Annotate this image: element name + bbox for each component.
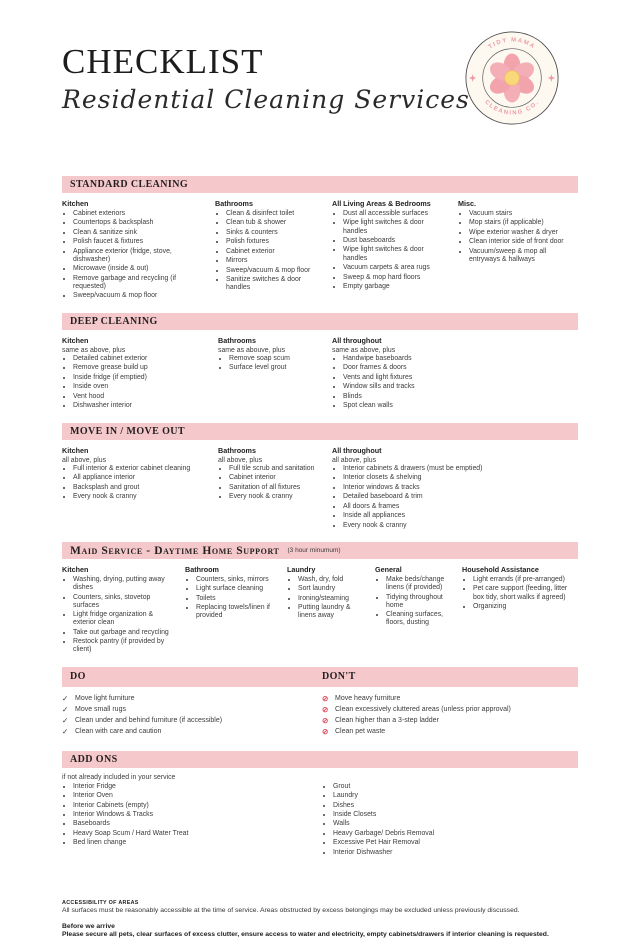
column-heading: Household Assistance bbox=[462, 565, 539, 574]
checklist-item: • Sweep/vacuum & mop floor bbox=[226, 267, 322, 275]
checklist-item: • Counters, sinks, stovetop surfaces bbox=[73, 594, 175, 610]
checklist-item: • Washing, drying, putting away dishes bbox=[73, 576, 175, 592]
checklist-item: • Inside oven bbox=[73, 383, 208, 391]
prohibited-icon: ⊘ bbox=[322, 726, 329, 736]
before-arrive-text: Please secure all pets, clear surfaces of excess clutter, ensure access to water and electricity, empty cabinets/drawers if interior cleaning is requested. bbox=[62, 931, 549, 938]
column-heading: All throughout bbox=[332, 445, 382, 455]
dont-item bbox=[322, 717, 578, 725]
checklist-item: • Backsplash and grout bbox=[73, 484, 208, 492]
logo-arc-top-text: TIDY MAMA bbox=[487, 37, 537, 51]
column-heading: Kitchen bbox=[62, 335, 89, 345]
checklist-item: • Putting laundry & linens away bbox=[298, 604, 365, 620]
section-standard-cleaning bbox=[62, 176, 578, 302]
checklist-item: • Mop stairs (if applicable) bbox=[469, 219, 568, 227]
prohibited-icon: ⊘ bbox=[322, 704, 329, 714]
checklist-item: • Spot clean walls bbox=[343, 402, 568, 410]
checklist-item: • Blinds bbox=[343, 393, 568, 401]
checklist-item: • Microwave (inside & out) bbox=[73, 265, 205, 273]
column-household-assistance bbox=[462, 565, 578, 656]
brand-logo bbox=[464, 30, 560, 126]
checklist bbox=[332, 210, 448, 291]
addon-item: • Heavy Garbage/ Debris Removal bbox=[333, 830, 578, 838]
checklist-item: • Ironing/steaming bbox=[298, 595, 365, 603]
check-icon: ✓ bbox=[62, 693, 69, 703]
checklist-item: • Clean tub & shower bbox=[226, 219, 322, 227]
checklist-item: • Tidying throughout home bbox=[386, 594, 452, 610]
addon-item: • Inside Closets bbox=[333, 811, 578, 819]
checklist-item: • Toilets bbox=[196, 595, 277, 603]
section-header-standard bbox=[62, 176, 578, 193]
column-kitchen bbox=[62, 199, 215, 302]
checklist-item: • Sinks & counters bbox=[226, 229, 322, 237]
page-subtitle: Residential Cleaning Services bbox=[62, 85, 470, 114]
checklist-item: • Full tile scrub and sanitation bbox=[229, 465, 322, 473]
column-kitchen bbox=[62, 565, 185, 656]
checklist-item: • Interior closets & shelving bbox=[343, 474, 568, 482]
item-text: Clean excessively cluttered areas (unless prior approval) bbox=[335, 705, 511, 713]
checklist-item: • Pet care support (feeding, litter box tidy, short walks if agreed) bbox=[473, 585, 568, 601]
checklist-item: • Vents and light fixtures bbox=[343, 374, 568, 382]
logo-arc-bottom-text: CLEANING CO. bbox=[483, 99, 541, 117]
move-columns bbox=[62, 446, 578, 531]
checklist-item: • All doors & frames bbox=[343, 503, 568, 511]
column-kitchen bbox=[62, 446, 218, 531]
page-title: CHECKLIST bbox=[62, 42, 264, 81]
section-maid-service bbox=[62, 542, 578, 656]
checklist-item: • Vent hood bbox=[73, 393, 208, 401]
section-deep-cleaning bbox=[62, 313, 578, 412]
item-text: Clean with care and caution bbox=[75, 727, 162, 735]
checklist-item: • Cabinet interior bbox=[229, 474, 322, 482]
item-text: Clean pet waste bbox=[335, 727, 386, 735]
section-header-addons bbox=[62, 751, 578, 768]
brand-logo-badge bbox=[464, 30, 560, 126]
checklist-item: • Inside all appliances bbox=[343, 512, 568, 520]
check-icon: ✓ bbox=[62, 726, 69, 736]
checklist-item: • Door frames & doors bbox=[343, 364, 568, 372]
checklist-item: • Window sills and tracks bbox=[343, 383, 568, 391]
checklist-item: • Dust all accessible surfaces bbox=[343, 210, 448, 218]
addon-item: • Bed linen change bbox=[73, 839, 322, 847]
checklist-item: • Sweep/vacuum & mop floor bbox=[73, 292, 205, 300]
item-text: Move light furniture bbox=[75, 694, 135, 702]
section-move-in-out bbox=[62, 423, 578, 531]
checklist-item: • Countertops & backsplash bbox=[73, 219, 205, 227]
column-all-throughout bbox=[332, 446, 578, 531]
column-heading: All Living Areas & Bedrooms bbox=[332, 199, 431, 208]
prohibited-icon: ⊘ bbox=[322, 715, 329, 725]
checklist-item: • Sanitize switches & door handles bbox=[226, 276, 322, 292]
addons-intro: if not already included in your service bbox=[62, 773, 176, 781]
checklist bbox=[332, 355, 568, 410]
addon-item: • Interior Dishwasher bbox=[333, 849, 578, 857]
checklist-item: • Surface level grout bbox=[229, 364, 322, 372]
checklist-item: • Every nook & cranny bbox=[229, 493, 322, 501]
checklist-item: • Cabinet exterior bbox=[226, 248, 322, 256]
column-living-areas bbox=[332, 199, 458, 302]
section-title: Maid Service - Daytime Home Support bbox=[70, 544, 280, 557]
column-bathrooms bbox=[218, 336, 332, 412]
column-heading: Kitchen bbox=[62, 445, 89, 455]
item-text: Clean under and behind furniture (if accessible) bbox=[75, 716, 223, 724]
column-heading: Kitchen bbox=[62, 565, 89, 574]
section-title-note: (3 hour minumum) bbox=[287, 547, 341, 554]
checklist-item: • Vacuum stairs bbox=[469, 210, 568, 218]
column-heading: Bathrooms bbox=[218, 335, 256, 345]
prohibited-icon: ⊘ bbox=[322, 693, 329, 703]
checklist bbox=[62, 355, 208, 410]
column-heading: Bathroom bbox=[185, 565, 219, 574]
checklist-item: • Interior cabinets & drawers (must be emptied) bbox=[343, 465, 568, 473]
do-item bbox=[62, 728, 322, 736]
check-icon: ✓ bbox=[62, 715, 69, 725]
dont-list bbox=[322, 695, 578, 739]
checklist bbox=[215, 210, 322, 292]
checklist-item: • Light fridge organization & exterior clean bbox=[73, 611, 175, 627]
checklist-item: • Handwipe baseboards bbox=[343, 355, 568, 363]
item-text: Move heavy furniture bbox=[335, 694, 401, 702]
checklist-item: • Vacuum/sweep & mop all entryways & hallways bbox=[469, 248, 568, 264]
checklist-item: • Wash, dry, fold bbox=[298, 576, 365, 584]
page-footer bbox=[62, 900, 578, 938]
checklist-item: • Counters, sinks, mirrors bbox=[196, 576, 277, 584]
section-title: STANDARD CLEANING bbox=[70, 179, 189, 190]
accessibility-text: All surfaces must be reasonably accessible at the time of service. Areas obstructed by excess belongings may be excluded unless previously discussed. bbox=[62, 907, 520, 915]
column-heading: General bbox=[375, 565, 402, 574]
checklist bbox=[287, 576, 365, 621]
checklist-item: • Full interior & exterior cabinet cleaning bbox=[73, 465, 208, 473]
do-list bbox=[62, 695, 322, 739]
section-title: DEEP CLEANING bbox=[70, 315, 158, 327]
column-bathroom bbox=[185, 565, 287, 656]
column-heading: Laundry bbox=[287, 565, 316, 574]
column-kitchen bbox=[62, 336, 218, 412]
checklist bbox=[218, 465, 322, 501]
do-item bbox=[62, 695, 322, 703]
accessibility-heading: ACCESSIBILITY OF AREAS bbox=[62, 900, 139, 907]
checklist bbox=[375, 576, 452, 627]
section-header-deep bbox=[62, 313, 578, 330]
section-do-dont bbox=[62, 667, 578, 739]
column-heading: Bathrooms bbox=[218, 445, 256, 455]
checklist-item: • Polish fixtures bbox=[226, 238, 322, 246]
dont-item bbox=[322, 695, 578, 703]
checklist bbox=[62, 210, 205, 301]
checklist-item: • Every nook & cranny bbox=[343, 522, 568, 530]
do-item bbox=[62, 717, 322, 725]
addon-item: • Interior Fridge bbox=[73, 783, 322, 791]
column-heading: All throughout bbox=[332, 335, 382, 345]
addon-item: • Laundry bbox=[333, 792, 578, 800]
checklist-item: • Inside fridge (if emptied) bbox=[73, 374, 208, 382]
checklist-item: • Remove garbage and recycling (if requested) bbox=[73, 275, 205, 291]
checklist-item: • Light surface cleaning bbox=[196, 585, 277, 593]
page-body bbox=[62, 176, 578, 858]
column-bathrooms bbox=[215, 199, 332, 302]
checklist-item: • Clean & disinfect toilet bbox=[226, 210, 322, 218]
do-title: DO bbox=[70, 671, 86, 683]
checklist-item: • Take out garbage and recycling bbox=[73, 629, 175, 637]
checklist-item: • Restock pantry (if provided by client) bbox=[73, 638, 175, 654]
item-text: Clean higher than a 3-step ladder bbox=[335, 716, 439, 724]
section-header-move bbox=[62, 423, 578, 440]
column-laundry bbox=[287, 565, 375, 656]
column-general bbox=[375, 565, 462, 656]
addon-item: • Walls bbox=[333, 820, 578, 828]
dont-item bbox=[322, 728, 578, 736]
checklist bbox=[332, 465, 568, 530]
checklist-item: • Remove soap scum bbox=[229, 355, 322, 363]
addon-item: • Interior Cabinets (empty) bbox=[73, 802, 322, 810]
item-text: Move small rugs bbox=[75, 705, 126, 713]
checklist bbox=[185, 576, 277, 621]
checklist-item: • Replacing towels/linen if provided bbox=[196, 604, 277, 620]
section-title: MOVE IN / MOVE OUT bbox=[70, 425, 185, 437]
checklist-item: • Interior windows & tracks bbox=[343, 484, 568, 492]
checklist-item: • Clean & sanitize sink bbox=[73, 229, 205, 237]
checklist-item: • Cabinet exteriors bbox=[73, 210, 205, 218]
column-heading: Kitchen bbox=[62, 199, 89, 208]
checklist-item: • All appliance interior bbox=[73, 474, 208, 482]
column-intro: same as above, plus bbox=[62, 346, 126, 354]
before-arrive-heading: Before we arrive bbox=[62, 923, 115, 931]
deep-columns bbox=[62, 336, 578, 412]
column-intro: same as above, plus bbox=[332, 346, 396, 354]
checklist-item: • Vacuum carpets & area rugs bbox=[343, 264, 448, 272]
addon-item: • Heavy Soap Scum / Hard Water Treat bbox=[73, 830, 322, 838]
column-heading: Misc. bbox=[458, 199, 476, 208]
checklist bbox=[62, 576, 175, 654]
checklist-item: • Detailed baseboard & trim bbox=[343, 493, 568, 501]
checklist bbox=[218, 355, 322, 373]
checklist-item: • Wipe exterior washer & dryer bbox=[469, 229, 568, 237]
column-bathrooms bbox=[218, 446, 332, 531]
checklist-item: • Organizing bbox=[473, 603, 568, 611]
standard-columns bbox=[62, 199, 578, 302]
checklist-item: • Sort laundry bbox=[298, 585, 365, 593]
do-dont-header bbox=[62, 667, 578, 687]
section-title: ADD ONS bbox=[70, 753, 118, 765]
maid-columns bbox=[62, 565, 578, 656]
section-add-ons bbox=[62, 751, 578, 859]
column-misc bbox=[458, 199, 578, 302]
checklist-item: • Wipe light switches & door handles bbox=[343, 246, 448, 262]
column-intro: all above, plus bbox=[332, 456, 377, 464]
addon-item: • Grout bbox=[333, 783, 578, 791]
checklist-item: • Empty garbage bbox=[343, 283, 448, 291]
checklist-item: • Sweep & mop hard floors bbox=[343, 274, 448, 282]
do-dont-columns bbox=[62, 695, 578, 739]
checklist-item: • Light errands (if pre-arranged) bbox=[473, 576, 568, 584]
dont-item bbox=[322, 706, 578, 714]
checklist-item: • Clean interior side of front door bbox=[469, 238, 568, 246]
do-item bbox=[62, 706, 322, 714]
check-icon: ✓ bbox=[62, 704, 69, 714]
addons-right-list bbox=[322, 783, 578, 859]
checklist-item: • Polish faucet & fixtures bbox=[73, 238, 205, 246]
column-intro: all above, plus bbox=[218, 456, 263, 464]
section-header-maid bbox=[62, 542, 578, 559]
checklist-item: • Dust baseboards bbox=[343, 237, 448, 245]
checklist bbox=[458, 210, 568, 264]
dont-title: DON'T bbox=[322, 671, 356, 683]
addons-left-list bbox=[62, 783, 322, 859]
checklist-item: • Wipe light switches & door handles bbox=[343, 219, 448, 235]
checklist bbox=[462, 576, 568, 611]
column-all-throughout bbox=[332, 336, 578, 412]
addon-item: • Interior Oven bbox=[73, 792, 322, 800]
checklist-item: • Sanitation of all fixtures bbox=[229, 484, 322, 492]
addon-item: • Excessive Pet Hair Removal bbox=[333, 839, 578, 847]
checklist bbox=[62, 465, 208, 501]
checklist-item: • Every nook & cranny bbox=[73, 493, 208, 501]
addon-item: • Interior Windows & Tracks bbox=[73, 811, 322, 819]
checklist-item: • Make beds/change linens (if provided) bbox=[386, 576, 452, 592]
checklist-page bbox=[0, 37, 640, 938]
checklist-item: • Detailed cabinet exterior bbox=[73, 355, 208, 363]
addons-columns bbox=[62, 783, 578, 859]
page-header bbox=[62, 37, 578, 148]
checklist-item: • Remove grease build up bbox=[73, 364, 208, 372]
column-intro: all above, plus bbox=[62, 456, 107, 464]
addon-item: • Dishes bbox=[333, 802, 578, 810]
checklist-item: • Mirrors bbox=[226, 257, 322, 265]
column-intro: same as abouve, plus bbox=[218, 346, 286, 354]
checklist-item: • Cleaning surfaces, floors, dusting bbox=[386, 611, 452, 627]
checklist-item: • Dishwasher interior bbox=[73, 402, 208, 410]
addon-item: • Baseboards bbox=[73, 820, 322, 828]
column-heading: Bathrooms bbox=[215, 199, 253, 208]
checklist-item: • Appliance exterior (fridge, stove, dishwasher) bbox=[73, 248, 205, 264]
